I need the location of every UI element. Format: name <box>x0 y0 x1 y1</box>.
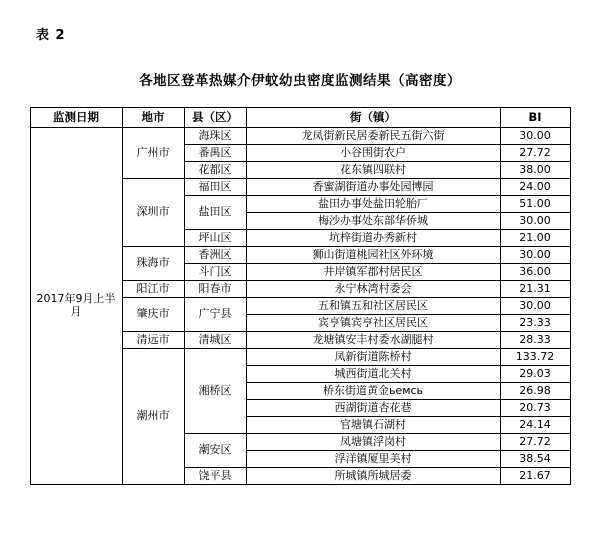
cell-bi: 24.00 <box>500 179 570 196</box>
cell-bi: 28.33 <box>500 332 570 349</box>
cell-street: 狮山街道桃园社区外环境 <box>246 247 500 264</box>
cell-street: 凤新街道陈桥村 <box>246 349 500 366</box>
cell-bi: 51.00 <box>500 196 570 213</box>
cell-county: 香洲区 <box>184 247 246 264</box>
cell-street: 桥东街道黄金ьемсь <box>246 383 500 400</box>
column-header-date: 监测日期 <box>30 108 122 128</box>
cell-bi: 30.00 <box>500 128 570 145</box>
cell-street: 坑梓街道办秀新村 <box>246 230 500 247</box>
cell-bi: 24.14 <box>500 417 570 434</box>
cell-street: 官塘镇石湖村 <box>246 417 500 434</box>
column-header-street: 街（镇） <box>246 108 500 128</box>
cell-bi: 21.31 <box>500 281 570 298</box>
cell-street: 井岸镇军郡村居民区 <box>246 264 500 281</box>
cell-city: 潮州市 <box>122 349 184 485</box>
cell-county: 广宁县 <box>184 298 246 332</box>
column-header-county: 县（区） <box>184 108 246 128</box>
cell-bi: 36.00 <box>500 264 570 281</box>
cell-bi: 26.98 <box>500 383 570 400</box>
cell-street: 盐田办事处盐田轮胎厂 <box>246 196 500 213</box>
cell-city: 广州市 <box>122 128 184 179</box>
cell-bi: 30.00 <box>500 213 570 230</box>
cell-city: 珠海市 <box>122 247 184 281</box>
cell-bi: 23.33 <box>500 315 570 332</box>
cell-bi: 29.03 <box>500 366 570 383</box>
column-header-bi: BI <box>500 108 570 128</box>
cell-county: 海珠区 <box>184 128 246 145</box>
cell-county: 饶平县 <box>184 468 246 485</box>
cell-city: 阳江市 <box>122 281 184 298</box>
cell-county: 番禺区 <box>184 145 246 162</box>
monitoring-results-table <box>30 107 571 485</box>
cell-city: 清远市 <box>122 332 184 349</box>
cell-street: 龙凤街新民居委新民五街六街 <box>246 128 500 145</box>
cell-bi: 133.72 <box>500 349 570 366</box>
table-row <box>30 128 570 145</box>
cell-street: 浮洋镇厦里美村 <box>246 451 500 468</box>
cell-bi: 20.73 <box>500 400 570 417</box>
cell-street: 永宁林湾村委会 <box>246 281 500 298</box>
cell-street: 西湖街道杏花巷 <box>246 400 500 417</box>
table-header-row <box>30 108 570 128</box>
cell-bi: 38.54 <box>500 451 570 468</box>
cell-county: 清城区 <box>184 332 246 349</box>
cell-street: 五和镇五和社区居民区 <box>246 298 500 315</box>
cell-street: 凤塘镇浮岗村 <box>246 434 500 451</box>
cell-street: 所城镇所城居委 <box>246 468 500 485</box>
table-body <box>30 128 570 485</box>
cell-bi: 21.00 <box>500 230 570 247</box>
cell-bi: 21.67 <box>500 468 570 485</box>
cell-bi: 30.00 <box>500 298 570 315</box>
cell-bi: 27.72 <box>500 145 570 162</box>
cell-county: 潮安区 <box>184 434 246 468</box>
cell-street: 小谷围街农户 <box>246 145 500 162</box>
column-header-city: 地市 <box>122 108 184 128</box>
cell-street: 城西街道北关村 <box>246 366 500 383</box>
cell-city: 肇庆市 <box>122 298 184 332</box>
cell-county: 湘桥区 <box>184 349 246 434</box>
table-label: 表 2 <box>36 28 66 43</box>
cell-bi: 30.00 <box>500 247 570 264</box>
cell-bi: 27.72 <box>500 434 570 451</box>
cell-street: 香蜜湖街道办事处园博园 <box>246 179 500 196</box>
cell-street: 宾亨镇宾亨社区居民区 <box>246 315 500 332</box>
cell-county: 斗门区 <box>184 264 246 281</box>
cell-bi: 38.00 <box>500 162 570 179</box>
cell-county: 福田区 <box>184 179 246 196</box>
cell-date: 2017年9月上半月 <box>30 128 122 485</box>
cell-city: 深圳市 <box>122 179 184 247</box>
cell-county: 盐田区 <box>184 196 246 230</box>
cell-county: 阳春市 <box>184 281 246 298</box>
page-title: 各地区登革热媒介伊蚊幼虫密度监测结果（高密度） <box>139 73 461 89</box>
cell-county: 花都区 <box>184 162 246 179</box>
cell-county: 坪山区 <box>184 230 246 247</box>
cell-street: 梅沙办事处东部华侨城 <box>246 213 500 230</box>
cell-street: 花东镇四联村 <box>246 162 500 179</box>
cell-street: 龙塘镇安丰村委水湖腿村 <box>246 332 500 349</box>
